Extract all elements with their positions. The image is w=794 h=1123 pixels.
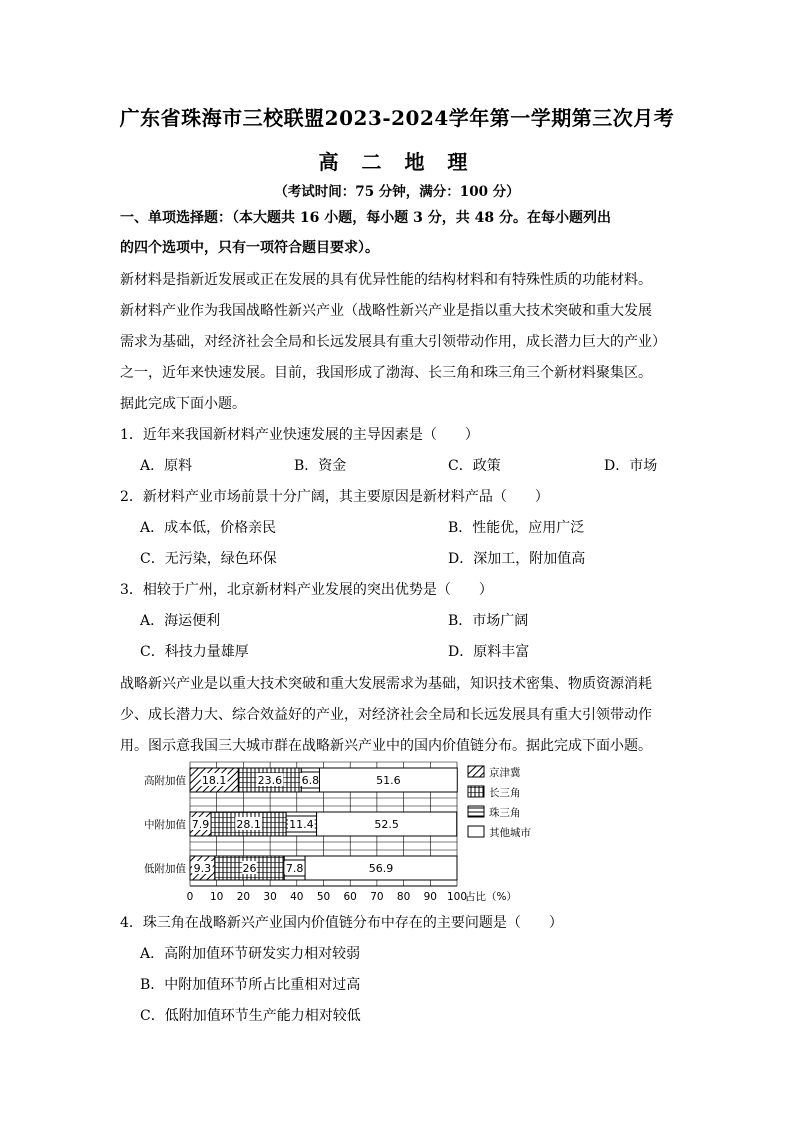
subject-title: 高 二 地 理 — [318, 150, 476, 174]
x-tick-label: 90 — [423, 891, 437, 903]
x-tick-label: 20 — [236, 891, 251, 903]
data-label: 52.5 — [374, 818, 399, 831]
legend-swatch — [468, 826, 484, 837]
q4-option-a: A．高附加值环节研发实力相对较弱 — [140, 946, 361, 962]
x-tick-label: 30 — [263, 891, 277, 903]
q3-option-c: C．科技力量雄厚 — [140, 644, 249, 660]
section-heading-line2: 的四个选项中，只有一项符合题目要求）。 — [120, 240, 379, 256]
q2-option-b: B．性能优，应用广泛 — [448, 520, 585, 536]
passage2-line: 少、成长潜力大、综合效益好的产业，对经济社会全局和长远发展具有重大引领带动作 — [120, 707, 652, 723]
data-label: 26 — [242, 862, 257, 875]
passage2-line: 用。图示意我国三大城市群在战略新兴产业中的国内价值链分布。据此完成下面小题。 — [120, 738, 652, 754]
data-label: 51.6 — [376, 774, 401, 787]
x-tick-label: 40 — [290, 891, 304, 903]
x-tick-label: 50 — [316, 891, 331, 903]
legend-swatch — [468, 766, 484, 777]
section-heading-line1: 一、单项选择题：（本大题共 16 小题，每小题 3 分，共 48 分。在每小题列出 — [120, 210, 611, 226]
data-label: 18.1 — [201, 774, 227, 787]
passage1-line: 新材料是指新近发展或正在发展的具有优异性能的结构材料和有特殊性质的功能材料。 — [120, 272, 652, 288]
value-chain-chart — [130, 758, 550, 910]
passage2-line: 战略新兴产业是以重大技术突破和重大发展需求为基础，知识技术密集、物质资源消耗 — [120, 676, 652, 692]
q1-option-d: D．市场 — [604, 458, 658, 474]
question-3-stem: 3．相较于广州，北京新材料产业发展的突出优势是（ ） — [120, 582, 493, 598]
q4-option-c: C．低附加值环节生产能力相对较低 — [140, 1008, 361, 1024]
q2-option-c: C．无污染，绿色环保 — [140, 551, 277, 567]
q1-option-a: A．原料 — [140, 458, 193, 474]
question-1-stem: 1．近年来我国新材料产业快速发展的主导因素是（ ） — [120, 427, 479, 443]
x-tick-label: 60 — [343, 891, 357, 903]
legend-label: 京津冀 — [489, 767, 521, 779]
data-label: 28.1 — [236, 818, 261, 831]
legend-swatch — [468, 806, 484, 817]
data-label: 56.9 — [368, 862, 394, 875]
q1-option-c: C．政策 — [448, 458, 501, 474]
exam-info: （考试时间：75 分钟，满分：100 分） — [274, 184, 520, 200]
data-label: 11.4 — [289, 818, 314, 831]
question-2-stem: 2．新材料产业市场前景十分广阔，其主要原因是新材料产品（ ） — [120, 489, 549, 505]
q3-option-d: D．原料丰富 — [448, 644, 530, 660]
x-tick-label: 100 — [446, 891, 468, 903]
x-tick-label: 0 — [186, 891, 194, 903]
legend-label: 长三角 — [489, 787, 521, 799]
legend-swatch — [468, 786, 484, 797]
x-tick-label: 10 — [210, 891, 224, 903]
x-axis-label: 占比（%） — [465, 891, 517, 903]
q2-option-a: A．成本低，价格亲民 — [140, 520, 277, 536]
data-label: 23.6 — [257, 774, 283, 787]
legend-label: 珠三角 — [489, 807, 521, 819]
q1-option-b: B．资金 — [294, 458, 347, 474]
q2-option-d: D．深加工，附加值高 — [448, 551, 586, 567]
passage1-line: 之一，近年来快速发展。目前，我国形成了渤海、长三角和珠三角三个新材料聚集区。 — [120, 365, 652, 381]
legend-label: 其他城市 — [489, 827, 531, 839]
category-label: 高附加值 — [144, 775, 186, 787]
category-label: 中附加值 — [144, 819, 186, 831]
x-tick-label: 80 — [396, 891, 411, 903]
passage1-line: 新材料产业作为我国战略性新兴产业（战略性新兴产业是指以重大技术突破和重大发展 — [120, 303, 652, 319]
data-label: 7.9 — [191, 818, 210, 831]
exam-title: 广东省珠海市三校联盟2023-2024学年第一学期第三次月考 — [119, 106, 675, 130]
data-label: 7.8 — [285, 862, 304, 875]
x-tick-label: 70 — [370, 891, 384, 903]
data-label: 6.8 — [301, 774, 320, 787]
question-4-stem: 4．珠三角在战略新兴产业国内价值链分布中存在的主要问题是（ ） — [120, 915, 563, 931]
passage1-line: 需求为基础，对经济社会全局和长远发展具有重大引领带动作用，成长潜力巨大的产业） — [120, 334, 666, 350]
data-label: 9.3 — [193, 862, 212, 875]
q3-option-a: A．海运便利 — [140, 613, 221, 629]
q3-option-b: B．市场广阔 — [448, 613, 529, 629]
category-label: 低附加值 — [144, 863, 186, 875]
passage1-line: 据此完成下面小题。 — [120, 396, 246, 412]
q4-option-b: B．中附加值环节所占比重相对过高 — [140, 977, 361, 993]
